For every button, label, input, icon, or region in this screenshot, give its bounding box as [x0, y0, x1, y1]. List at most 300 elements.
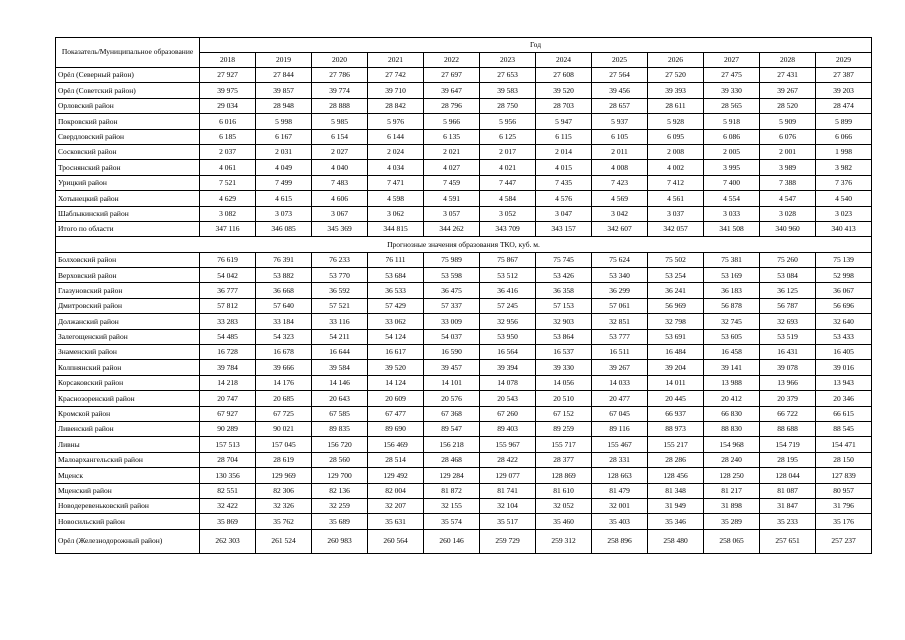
value-cell: 6 115 [536, 129, 592, 144]
value-cell: 67 368 [424, 406, 480, 421]
value-cell: 67 045 [592, 406, 648, 421]
table-head [56, 38, 872, 68]
value-cell: 5 899 [816, 114, 872, 129]
value-cell: 35 289 [704, 514, 760, 529]
table-row [56, 68, 872, 83]
value-cell: 81 872 [424, 483, 480, 498]
value-cell: 82 136 [312, 483, 368, 498]
value-cell: 67 585 [312, 406, 368, 421]
value-cell: 261 524 [256, 529, 312, 553]
value-cell: 28 704 [200, 452, 256, 467]
value-cell: 2 027 [312, 144, 368, 159]
value-cell: 2 001 [760, 144, 816, 159]
value-cell: 128 456 [648, 468, 704, 483]
value-cell: 28 331 [592, 452, 648, 467]
year-header-2021: 2021 [368, 53, 424, 68]
value-cell: 27 431 [760, 68, 816, 83]
value-cell: 6 144 [368, 129, 424, 144]
year-header-2022: 2022 [424, 53, 480, 68]
value-cell: 28 240 [704, 452, 760, 467]
value-cell: 4 561 [648, 191, 704, 206]
table-row [56, 83, 872, 98]
value-cell: 75 502 [648, 252, 704, 267]
value-cell: 16 617 [368, 345, 424, 360]
value-cell: 129 284 [424, 468, 480, 483]
value-cell: 28 377 [536, 452, 592, 467]
value-cell: 16 590 [424, 345, 480, 360]
value-cell: 257 651 [760, 529, 816, 553]
value-cell: 3 073 [256, 206, 312, 221]
value-cell: 155 217 [648, 437, 704, 452]
value-cell: 5 937 [592, 114, 648, 129]
value-cell: 3 989 [760, 160, 816, 175]
value-cell: 67 927 [200, 406, 256, 421]
value-cell: 4 027 [424, 160, 480, 175]
municipality-name: Должанский район [56, 314, 200, 329]
value-cell: 36 358 [536, 283, 592, 298]
value-cell: 32 052 [536, 498, 592, 513]
table-row [56, 221, 872, 236]
value-cell: 28 611 [648, 98, 704, 113]
value-cell: 4 021 [480, 160, 536, 175]
value-cell: 39 647 [424, 83, 480, 98]
table-row [56, 468, 872, 483]
value-cell: 39 456 [592, 83, 648, 98]
value-cell: 344 262 [424, 221, 480, 236]
municipality-name: Новодеревеньковский район [56, 498, 200, 513]
value-cell: 7 388 [760, 175, 816, 190]
value-cell: 155 967 [480, 437, 536, 452]
value-cell: 39 583 [480, 83, 536, 98]
value-cell: 80 957 [816, 483, 872, 498]
value-cell: 39 078 [760, 360, 816, 375]
value-cell: 5 956 [480, 114, 536, 129]
value-cell: 28 468 [424, 452, 480, 467]
table-row [56, 268, 872, 283]
value-cell: 6 076 [760, 129, 816, 144]
value-cell: 75 989 [424, 252, 480, 267]
value-cell: 32 851 [592, 314, 648, 329]
municipality-name: Новосильский район [56, 514, 200, 529]
value-cell: 53 864 [536, 329, 592, 344]
value-cell: 129 492 [368, 468, 424, 483]
value-cell: 82 551 [200, 483, 256, 498]
value-cell: 16 458 [704, 345, 760, 360]
table-row [56, 514, 872, 529]
value-cell: 66 937 [648, 406, 704, 421]
value-cell: 33 116 [312, 314, 368, 329]
value-cell: 2 011 [592, 144, 648, 159]
value-cell: 347 116 [200, 221, 256, 236]
municipality-name: Верховский район [56, 268, 200, 283]
value-cell: 66 722 [760, 406, 816, 421]
value-cell: 14 124 [368, 375, 424, 390]
value-cell: 4 049 [256, 160, 312, 175]
value-cell: 7 459 [424, 175, 480, 190]
value-cell: 81 741 [480, 483, 536, 498]
table-row [56, 329, 872, 344]
value-cell: 14 146 [312, 375, 368, 390]
municipality-name: Покровский район [56, 114, 200, 129]
value-cell: 6 066 [816, 129, 872, 144]
value-cell: 154 719 [760, 437, 816, 452]
value-cell: 154 471 [816, 437, 872, 452]
value-cell: 75 381 [704, 252, 760, 267]
value-cell: 53 084 [760, 268, 816, 283]
value-cell: 13 943 [816, 375, 872, 390]
value-cell: 53 512 [480, 268, 536, 283]
value-cell: 57 245 [480, 298, 536, 313]
year-header-2029: 2029 [816, 53, 872, 68]
value-cell: 32 798 [648, 314, 704, 329]
value-cell: 2 037 [200, 144, 256, 159]
value-cell: 20 747 [200, 391, 256, 406]
value-cell: 53 433 [816, 329, 872, 344]
value-cell: 3 047 [536, 206, 592, 221]
value-cell: 2 017 [480, 144, 536, 159]
value-cell: 31 898 [704, 498, 760, 513]
value-cell: 39 520 [536, 83, 592, 98]
value-cell: 2 024 [368, 144, 424, 159]
value-cell: 2 014 [536, 144, 592, 159]
year-header-2019: 2019 [256, 53, 312, 68]
value-cell: 81 217 [704, 483, 760, 498]
municipality-name: Залегощенский район [56, 329, 200, 344]
value-cell: 35 517 [480, 514, 536, 529]
value-cell: 31 949 [648, 498, 704, 513]
value-cell: 157 045 [256, 437, 312, 452]
value-cell: 56 969 [648, 298, 704, 313]
value-cell: 31 847 [760, 498, 816, 513]
value-cell: 89 835 [312, 421, 368, 436]
value-cell: 258 896 [592, 529, 648, 553]
value-cell: 7 400 [704, 175, 760, 190]
value-cell: 39 267 [592, 360, 648, 375]
value-cell: 258 065 [704, 529, 760, 553]
value-cell: 76 233 [312, 252, 368, 267]
value-cell: 27 520 [648, 68, 704, 83]
table-row [56, 437, 872, 452]
value-cell: 39 141 [704, 360, 760, 375]
value-cell: 3 067 [312, 206, 368, 221]
value-cell: 53 598 [424, 268, 480, 283]
value-cell: 54 211 [312, 329, 368, 344]
value-cell: 56 696 [816, 298, 872, 313]
value-cell: 36 125 [760, 283, 816, 298]
value-cell: 39 774 [312, 83, 368, 98]
value-cell: 90 289 [200, 421, 256, 436]
value-cell: 32 001 [592, 498, 648, 513]
value-cell: 27 786 [312, 68, 368, 83]
value-cell: 35 403 [592, 514, 648, 529]
table-row [56, 129, 872, 144]
value-cell: 28 422 [480, 452, 536, 467]
indicator-column-header: Показатель/Муниципальное образование [56, 38, 200, 68]
value-cell: 67 152 [536, 406, 592, 421]
value-cell: 39 016 [816, 360, 872, 375]
value-cell: 27 564 [592, 68, 648, 83]
value-cell: 53 426 [536, 268, 592, 283]
value-cell: 28 842 [368, 98, 424, 113]
value-cell: 89 403 [480, 421, 536, 436]
value-cell: 89 547 [424, 421, 480, 436]
value-cell: 54 037 [424, 329, 480, 344]
value-cell: 6 125 [480, 129, 536, 144]
value-cell: 3 023 [816, 206, 872, 221]
value-cell: 7 483 [312, 175, 368, 190]
value-cell: 127 839 [816, 468, 872, 483]
value-cell: 33 062 [368, 314, 424, 329]
value-cell: 67 260 [480, 406, 536, 421]
value-cell: 57 061 [592, 298, 648, 313]
value-cell: 4 615 [256, 191, 312, 206]
value-cell: 39 857 [256, 83, 312, 98]
value-cell: 53 254 [648, 268, 704, 283]
value-cell: 5 966 [424, 114, 480, 129]
table-row [56, 160, 872, 175]
value-cell: 16 484 [648, 345, 704, 360]
value-cell: 16 405 [816, 345, 872, 360]
table-row [56, 98, 872, 113]
value-cell: 128 044 [760, 468, 816, 483]
value-cell: 39 975 [200, 83, 256, 98]
value-cell: 2 005 [704, 144, 760, 159]
value-cell: 36 067 [816, 283, 872, 298]
value-cell: 53 950 [480, 329, 536, 344]
table-row [56, 206, 872, 221]
value-cell: 67 477 [368, 406, 424, 421]
value-cell: 7 447 [480, 175, 536, 190]
municipality-name: Малоархангельский район [56, 452, 200, 467]
value-cell: 3 052 [480, 206, 536, 221]
municipality-name: Сосковский район [56, 144, 200, 159]
value-cell: 20 510 [536, 391, 592, 406]
municipality-name: Знаменский район [56, 345, 200, 360]
value-cell: 16 537 [536, 345, 592, 360]
value-cell: 53 519 [760, 329, 816, 344]
value-cell: 81 348 [648, 483, 704, 498]
value-cell: 35 689 [312, 514, 368, 529]
value-cell: 129 077 [480, 468, 536, 483]
value-cell: 53 770 [312, 268, 368, 283]
value-cell: 28 520 [760, 98, 816, 113]
value-cell: 81 087 [760, 483, 816, 498]
value-cell: 67 725 [256, 406, 312, 421]
value-cell: 2 021 [424, 144, 480, 159]
value-cell: 4 540 [816, 191, 872, 206]
value-cell: 57 812 [200, 298, 256, 313]
value-cell: 75 260 [760, 252, 816, 267]
value-cell: 1 998 [816, 144, 872, 159]
value-cell: 89 690 [368, 421, 424, 436]
value-cell: 39 520 [368, 360, 424, 375]
value-cell: 259 729 [480, 529, 536, 553]
value-cell: 4 629 [200, 191, 256, 206]
value-cell: 155 717 [536, 437, 592, 452]
value-cell: 32 155 [424, 498, 480, 513]
year-group-header: Год [200, 38, 872, 53]
table-row [56, 360, 872, 375]
value-cell: 129 969 [256, 468, 312, 483]
value-cell: 156 469 [368, 437, 424, 452]
value-cell: 27 697 [424, 68, 480, 83]
value-cell: 14 101 [424, 375, 480, 390]
value-cell: 156 720 [312, 437, 368, 452]
value-cell: 3 042 [592, 206, 648, 221]
value-cell: 343 157 [536, 221, 592, 236]
municipality-name: Орёл (Советский район) [56, 83, 200, 98]
value-cell: 35 346 [648, 514, 704, 529]
value-cell: 2 031 [256, 144, 312, 159]
value-cell: 52 998 [816, 268, 872, 283]
table-row [56, 452, 872, 467]
table-row [56, 375, 872, 390]
value-cell: 53 605 [704, 329, 760, 344]
value-cell: 16 728 [200, 345, 256, 360]
value-cell: 345 369 [312, 221, 368, 236]
value-cell: 57 640 [256, 298, 312, 313]
municipality-name: Итого по области [56, 221, 200, 236]
value-cell: 260 146 [424, 529, 480, 553]
value-cell: 4 008 [592, 160, 648, 175]
value-cell: 5 947 [536, 114, 592, 129]
municipality-name: Краснозоренский район [56, 391, 200, 406]
municipality-name: Ливны [56, 437, 200, 452]
value-cell: 3 982 [816, 160, 872, 175]
value-cell: 75 867 [480, 252, 536, 267]
table-row [56, 345, 872, 360]
value-cell: 32 640 [816, 314, 872, 329]
value-cell: 39 203 [816, 83, 872, 98]
table-row [56, 483, 872, 498]
value-cell: 3 028 [760, 206, 816, 221]
value-cell: 27 927 [200, 68, 256, 83]
value-cell: 39 710 [368, 83, 424, 98]
value-cell: 14 176 [256, 375, 312, 390]
value-cell: 39 330 [704, 83, 760, 98]
value-cell: 4 015 [536, 160, 592, 175]
value-cell: 7 423 [592, 175, 648, 190]
municipality-name: Мценский район [56, 483, 200, 498]
value-cell: 28 948 [256, 98, 312, 113]
value-cell: 35 869 [200, 514, 256, 529]
value-cell: 81 610 [536, 483, 592, 498]
value-cell: 3 057 [424, 206, 480, 221]
value-cell: 154 968 [704, 437, 760, 452]
value-cell: 20 643 [312, 391, 368, 406]
year-header-2023: 2023 [480, 53, 536, 68]
value-cell: 36 533 [368, 283, 424, 298]
value-cell: 35 574 [424, 514, 480, 529]
value-cell: 28 796 [424, 98, 480, 113]
value-cell: 4 591 [424, 191, 480, 206]
value-cell: 28 703 [536, 98, 592, 113]
value-cell: 89 116 [592, 421, 648, 436]
value-cell: 57 521 [312, 298, 368, 313]
municipality-name: Шаблыкинский район [56, 206, 200, 221]
value-cell: 346 085 [256, 221, 312, 236]
value-cell: 27 653 [480, 68, 536, 83]
value-cell: 28 657 [592, 98, 648, 113]
value-cell: 32 745 [704, 314, 760, 329]
value-cell: 157 513 [200, 437, 256, 452]
value-cell: 4 606 [312, 191, 368, 206]
value-cell: 56 787 [760, 298, 816, 313]
value-cell: 33 009 [424, 314, 480, 329]
value-cell: 35 762 [256, 514, 312, 529]
value-cell: 6 016 [200, 114, 256, 129]
value-cell: 16 564 [480, 345, 536, 360]
table-row [56, 421, 872, 436]
value-cell: 20 412 [704, 391, 760, 406]
value-cell: 56 878 [704, 298, 760, 313]
value-cell: 28 195 [760, 452, 816, 467]
value-cell: 32 326 [256, 498, 312, 513]
municipality-name: Колпнянский район [56, 360, 200, 375]
value-cell: 32 956 [480, 314, 536, 329]
value-cell: 155 467 [592, 437, 648, 452]
value-cell: 20 609 [368, 391, 424, 406]
value-cell: 76 619 [200, 252, 256, 267]
value-cell: 14 033 [592, 375, 648, 390]
value-cell: 27 742 [368, 68, 424, 83]
value-cell: 16 431 [760, 345, 816, 360]
value-cell: 343 709 [480, 221, 536, 236]
value-cell: 39 330 [536, 360, 592, 375]
value-cell: 57 429 [368, 298, 424, 313]
value-cell: 54 485 [200, 329, 256, 344]
value-cell: 53 684 [368, 268, 424, 283]
value-cell: 6 105 [592, 129, 648, 144]
municipality-name: Кромской район [56, 406, 200, 421]
year-header-2024: 2024 [536, 53, 592, 68]
municipality-name: Троснянский район [56, 160, 200, 175]
value-cell: 4 547 [760, 191, 816, 206]
value-cell: 35 233 [760, 514, 816, 529]
municipality-name: Орловский район [56, 98, 200, 113]
value-cell: 66 615 [816, 406, 872, 421]
value-cell: 32 259 [312, 498, 368, 513]
value-cell: 54 323 [256, 329, 312, 344]
value-cell: 16 511 [592, 345, 648, 360]
table-row [56, 144, 872, 159]
value-cell: 5 985 [312, 114, 368, 129]
value-cell: 4 034 [368, 160, 424, 175]
value-cell: 7 499 [256, 175, 312, 190]
value-cell: 344 815 [368, 221, 424, 236]
value-cell: 57 153 [536, 298, 592, 313]
value-cell: 259 312 [536, 529, 592, 553]
value-cell: 27 387 [816, 68, 872, 83]
value-cell: 4 040 [312, 160, 368, 175]
value-cell: 4 061 [200, 160, 256, 175]
table-row [56, 283, 872, 298]
value-cell: 20 543 [480, 391, 536, 406]
value-cell: 39 784 [200, 360, 256, 375]
value-cell: 28 474 [816, 98, 872, 113]
waste-forecast-table [55, 37, 872, 554]
value-cell: 340 960 [760, 221, 816, 236]
value-cell: 7 521 [200, 175, 256, 190]
municipality-name: Глазуновский район [56, 283, 200, 298]
table-row [56, 406, 872, 421]
value-cell: 128 250 [704, 468, 760, 483]
value-cell: 16 678 [256, 345, 312, 360]
municipality-name: Свердловский район [56, 129, 200, 144]
value-cell: 7 376 [816, 175, 872, 190]
value-cell: 28 619 [256, 452, 312, 467]
year-header-2020: 2020 [312, 53, 368, 68]
